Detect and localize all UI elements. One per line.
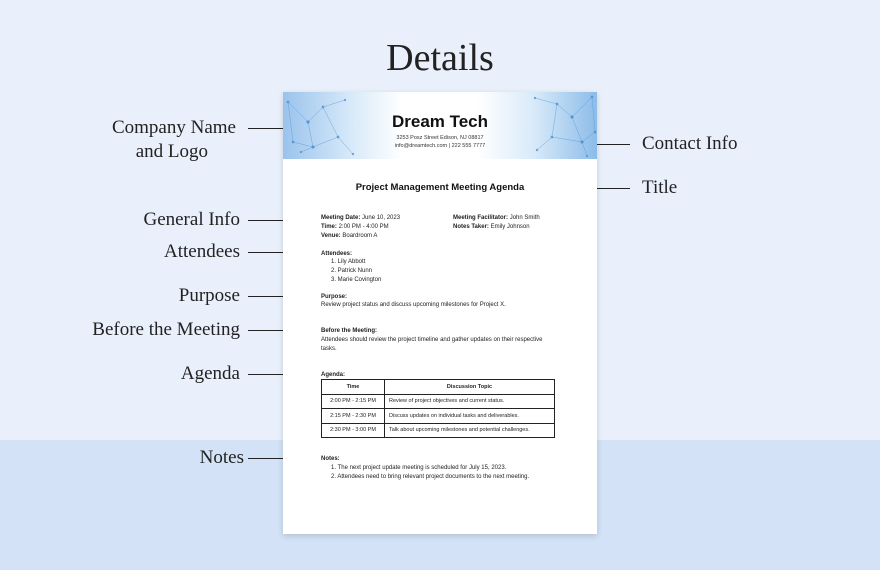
attendee-item: 2. Patrick Nunn: [331, 268, 373, 274]
meeting-venue: [321, 232, 377, 240]
meeting-venue-value: Boardroom A: [342, 233, 378, 239]
callout-attendees: Attendees: [164, 241, 240, 262]
agenda-time: 2:00 PM - 2:15 PM: [322, 394, 385, 409]
callout-company-name-line2: and Logo: [135, 141, 208, 162]
callout-general-info: General Info: [143, 209, 240, 230]
meeting-venue-label: Venue:: [321, 233, 341, 239]
meeting-time-label: Time:: [321, 224, 337, 230]
notes-taker: [453, 223, 530, 231]
callout-purpose: Purpose: [178, 285, 240, 306]
attendees-label: Attendees:: [321, 251, 353, 257]
note-item: 1. The next project update meeting is scheduled for July 15, 2023.: [331, 465, 507, 471]
callout-agenda: Agenda: [180, 363, 240, 384]
table-row: [322, 409, 555, 424]
callout-before-meeting: Before the Meeting: [92, 319, 240, 340]
agenda-label: Agenda:: [321, 372, 345, 378]
table-header-row: [322, 380, 555, 395]
agenda-table: [321, 379, 555, 438]
agenda-topic: Discuss updates on individual tasks and deliverables.: [385, 409, 555, 424]
meeting-time-value: 2:00 PM - 4:00 PM: [338, 224, 389, 230]
agenda-time: 2:30 PM - 3:00 PM: [322, 423, 385, 438]
callout-title: Title: [642, 177, 678, 198]
notes-label: Notes:: [321, 456, 340, 462]
column-header-topic: Discussion Topic: [385, 380, 555, 395]
meeting-date: [321, 214, 400, 222]
notes-taker-value: Emily Johnson: [490, 224, 530, 230]
meeting-time: [321, 223, 389, 231]
callout-company-name-line1: Company Name: [111, 117, 236, 138]
callout-notes: Notes: [199, 447, 244, 468]
attendee-item: 1. Lily Abbott: [331, 259, 366, 265]
meeting-date-value: June 10, 2023: [362, 215, 401, 221]
page-heading: Details: [386, 37, 494, 79]
callout-contact-info: Contact Info: [642, 133, 738, 154]
notes-taker-label: Notes Taker:: [453, 224, 489, 230]
before-meeting-label: Before the Meeting:: [321, 328, 378, 334]
table-row: [322, 394, 555, 409]
facilitator-label: Meeting Facilitator:: [453, 215, 509, 221]
purpose-label: Purpose:: [321, 294, 348, 300]
company-contact: info@dreamtech.com | 222 555 7777: [394, 143, 486, 149]
agenda-time: 2:15 PM - 2:30 PM: [322, 409, 385, 424]
document-title: Project Management Meeting Agenda: [355, 182, 525, 193]
agenda-topic: Talk about upcoming milestones and potential challenges.: [385, 423, 555, 438]
company-address: 3253 Posz Street Edison, NJ 08817: [396, 135, 484, 141]
before-meeting-text: tasks.: [321, 346, 337, 352]
agenda-topic: Review of project objectives and current status.: [385, 394, 555, 409]
header-banner: [283, 92, 597, 159]
callout-company-name: [60, 116, 236, 164]
attendee-item: 3. Marie Covington: [331, 277, 382, 283]
meeting-date-label: Meeting Date:: [321, 215, 361, 221]
company-name: Dream Tech: [391, 112, 489, 131]
facilitator-value: John Smith: [509, 215, 540, 221]
table-row: [322, 423, 555, 438]
before-meeting-text: Attendees should review the project timeline and gather updates on their respective: [321, 337, 543, 343]
note-item: 2. Attendees need to bring relevant project documents to the next meeting.: [331, 474, 530, 480]
meeting-facilitator: [453, 214, 540, 222]
purpose-text: Review project status and discuss upcoming milestones for Project X.: [321, 302, 506, 308]
document-page: [283, 92, 597, 534]
column-header-time: Time: [322, 380, 385, 395]
